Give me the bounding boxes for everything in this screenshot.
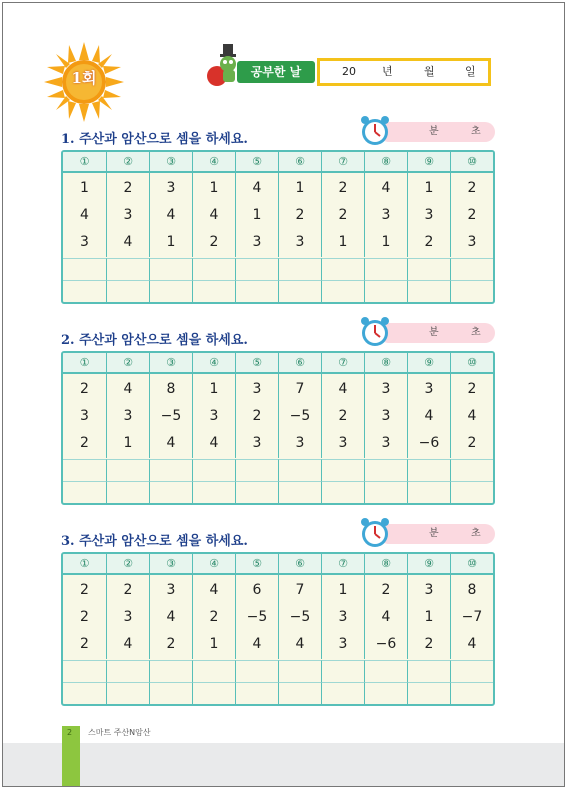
column-header: ⑤ <box>235 353 278 374</box>
answer-cell[interactable] <box>63 459 106 481</box>
answer-cell[interactable] <box>192 660 235 682</box>
answer-cell[interactable] <box>63 660 106 682</box>
number-cell: 4 <box>278 632 321 659</box>
check-cell[interactable] <box>192 682 235 704</box>
column-divider <box>364 173 365 176</box>
answer-cell[interactable] <box>407 660 450 682</box>
answer-cell[interactable] <box>278 459 321 481</box>
section-title: 2. 주산과 암산으로 셈을 하세요. <box>61 333 248 348</box>
column-header: ⑧ <box>364 554 407 575</box>
column-divider <box>450 173 451 176</box>
answer-cell[interactable] <box>321 258 364 280</box>
number-cell: 1 <box>321 578 364 605</box>
number-cell: 1 <box>106 431 149 458</box>
problem-section <box>61 128 495 308</box>
answer-cell[interactable] <box>321 660 364 682</box>
check-cell[interactable] <box>450 280 493 302</box>
number-cell: 1 <box>407 176 450 203</box>
check-cell[interactable] <box>235 682 278 704</box>
problem-section <box>61 329 495 509</box>
check-cell[interactable] <box>149 481 192 503</box>
number-cell: 4 <box>235 632 278 659</box>
answer-cell[interactable] <box>235 459 278 481</box>
number-cell: 4 <box>106 632 149 659</box>
check-cell[interactable] <box>149 682 192 704</box>
timer-seconds-label: 초 <box>471 126 481 137</box>
column-header: ④ <box>192 152 235 173</box>
date-year-unit: 년 <box>382 65 393 78</box>
number-cell: 2 <box>321 203 364 230</box>
answer-cell[interactable] <box>63 258 106 280</box>
number-cell: 6 <box>235 578 278 605</box>
column-header: ③ <box>149 152 192 173</box>
number-cell: 1 <box>149 230 192 257</box>
column-header: ② <box>106 353 149 374</box>
date-year: 20 <box>342 65 356 78</box>
number-cell: 2 <box>80 636 89 652</box>
answer-cell[interactable] <box>364 258 407 280</box>
answer-grid <box>61 150 495 304</box>
column-divider <box>407 173 408 176</box>
number-cell: 4 <box>106 230 149 257</box>
alarm-clock-icon <box>358 315 392 349</box>
answer-cell[interactable] <box>407 258 450 280</box>
number-cell: 1 <box>192 632 235 659</box>
number-cell: 4 <box>450 404 493 431</box>
column-divider <box>192 575 193 578</box>
alarm-clock-icon <box>358 114 392 148</box>
column-divider <box>321 374 322 377</box>
number-cell: 2 <box>407 230 450 257</box>
column-header: ⑧ <box>364 152 407 173</box>
column-divider <box>235 173 236 176</box>
number-cell: 7 <box>278 578 321 605</box>
column-divider <box>278 173 279 176</box>
column-divider <box>149 374 150 377</box>
column-divider <box>407 575 408 578</box>
answer-grid <box>61 351 495 505</box>
column-divider <box>106 173 107 176</box>
number-cell: 3 <box>278 230 321 257</box>
number-cell: 3 <box>235 377 278 404</box>
number-cell: 2 <box>235 404 278 431</box>
answer-cell[interactable] <box>450 258 493 280</box>
timer-seconds-label: 초 <box>471 327 481 338</box>
number-cell: −6 <box>364 632 407 659</box>
column-header: ④ <box>192 554 235 575</box>
check-cell[interactable] <box>407 481 450 503</box>
column-divider <box>364 374 365 377</box>
check-cell[interactable] <box>450 481 493 503</box>
book-title: 스마트 주산N암산 <box>88 728 151 737</box>
number-cell: 3 <box>149 176 192 203</box>
number-cell: 2 <box>450 377 493 404</box>
check-cell[interactable] <box>106 682 149 704</box>
number-cell: 2 <box>80 582 89 598</box>
number-cell: 2 <box>364 578 407 605</box>
number-cell: 1 <box>407 605 450 632</box>
number-cell: 1 <box>192 176 235 203</box>
number-cell: 4 <box>192 578 235 605</box>
number-cell: 3 <box>321 431 364 458</box>
footer-bar <box>62 726 80 786</box>
column-divider <box>321 173 322 176</box>
number-cell: 1 <box>364 230 407 257</box>
column-header: ⑦ <box>321 353 364 374</box>
number-cell: 4 <box>364 605 407 632</box>
check-cell[interactable] <box>149 280 192 302</box>
answer-cell[interactable] <box>278 660 321 682</box>
number-cell: 2 <box>192 230 235 257</box>
number-cell: 4 <box>407 404 450 431</box>
section-title: 3. 주산과 암산으로 셈을 하세요. <box>61 534 248 549</box>
number-cell: 3 <box>80 408 89 424</box>
number-cell: 3 <box>235 230 278 257</box>
column-divider <box>235 575 236 578</box>
number-cell: 4 <box>364 176 407 203</box>
answer-grid <box>61 552 495 706</box>
number-cell: 3 <box>364 404 407 431</box>
answer-cell[interactable] <box>450 660 493 682</box>
check-cell[interactable] <box>63 280 106 302</box>
answer-cell[interactable] <box>106 660 149 682</box>
column-header: ⑨ <box>407 353 450 374</box>
number-cell: 8 <box>450 578 493 605</box>
answer-cell[interactable] <box>149 459 192 481</box>
number-cell: 2 <box>321 404 364 431</box>
check-cell[interactable] <box>106 481 149 503</box>
column-header: ⑥ <box>278 353 321 374</box>
number-cell: 2 <box>80 609 89 625</box>
column-divider <box>149 575 150 578</box>
study-day-label: 공부한 날 <box>237 61 315 83</box>
number-cell: 3 <box>321 605 364 632</box>
column-divider <box>192 374 193 377</box>
number-cell: 3 <box>106 203 149 230</box>
column-divider <box>450 575 451 578</box>
answer-cell[interactable] <box>192 459 235 481</box>
number-cell: 3 <box>80 234 89 250</box>
answer-cell[interactable] <box>235 258 278 280</box>
number-cell: 3 <box>149 578 192 605</box>
number-cell: 2 <box>278 203 321 230</box>
answer-cell[interactable] <box>278 258 321 280</box>
timer-minutes-label: 분 <box>429 327 439 338</box>
check-cell[interactable] <box>450 682 493 704</box>
timer-seconds-label: 초 <box>471 528 481 539</box>
number-cell: 2 <box>80 381 89 397</box>
number-cell: 4 <box>149 431 192 458</box>
number-cell: 4 <box>106 377 149 404</box>
check-cell[interactable] <box>364 280 407 302</box>
number-cell: 4 <box>192 431 235 458</box>
number-cell: 4 <box>149 203 192 230</box>
date-month-unit: 월 <box>424 65 435 78</box>
timer-minutes-label: 분 <box>429 126 439 137</box>
column-divider <box>235 374 236 377</box>
column-divider <box>106 374 107 377</box>
check-cell[interactable] <box>235 481 278 503</box>
answer-cell[interactable] <box>407 459 450 481</box>
number-cell: 4 <box>80 207 89 223</box>
timer-box <box>379 122 495 142</box>
check-cell[interactable] <box>235 280 278 302</box>
column-header: ① <box>63 554 106 575</box>
alarm-clock-icon <box>358 516 392 550</box>
number-cell: 3 <box>407 578 450 605</box>
number-cell: 3 <box>235 431 278 458</box>
number-cell: 2 <box>407 632 450 659</box>
number-cell: 3 <box>450 230 493 257</box>
column-header: ③ <box>149 554 192 575</box>
column-header: ⑧ <box>364 353 407 374</box>
number-cell: 3 <box>364 377 407 404</box>
check-cell[interactable] <box>63 682 106 704</box>
column-header: ⑩ <box>450 152 493 173</box>
answer-cell[interactable] <box>321 459 364 481</box>
number-cell: 2 <box>450 203 493 230</box>
number-cell: 1 <box>192 377 235 404</box>
footer-band <box>3 743 564 786</box>
check-cell[interactable] <box>63 481 106 503</box>
timer-box <box>379 524 495 544</box>
problem-section <box>61 530 495 710</box>
answer-cell[interactable] <box>149 258 192 280</box>
answer-cell[interactable] <box>149 660 192 682</box>
column-divider <box>278 575 279 578</box>
check-cell[interactable] <box>278 481 321 503</box>
column-header: ⑦ <box>321 152 364 173</box>
column-divider <box>364 575 365 578</box>
column-header: ⑨ <box>407 152 450 173</box>
number-cell: 2 <box>149 632 192 659</box>
column-header: ⑦ <box>321 554 364 575</box>
number-cell: −5 <box>235 605 278 632</box>
column-header: ① <box>63 353 106 374</box>
number-cell: 3 <box>364 431 407 458</box>
number-cell: 3 <box>278 431 321 458</box>
date-day-unit: 일 <box>465 65 476 78</box>
number-cell: 2 <box>450 176 493 203</box>
column-header: ③ <box>149 353 192 374</box>
round-label: 1회 <box>71 69 97 87</box>
check-cell[interactable] <box>278 682 321 704</box>
number-cell: 1 <box>321 230 364 257</box>
number-cell: 3 <box>106 404 149 431</box>
number-cell: 4 <box>149 605 192 632</box>
check-cell[interactable] <box>192 481 235 503</box>
number-cell: 4 <box>192 203 235 230</box>
answer-cell[interactable] <box>106 459 149 481</box>
check-cell[interactable] <box>364 481 407 503</box>
check-cell[interactable] <box>364 682 407 704</box>
number-cell: 2 <box>106 176 149 203</box>
number-cell: 2 <box>192 605 235 632</box>
column-header: ⑩ <box>450 353 493 374</box>
check-cell[interactable] <box>407 280 450 302</box>
column-header: ⑥ <box>278 152 321 173</box>
number-cell: −5 <box>149 404 192 431</box>
answer-cell[interactable] <box>364 459 407 481</box>
number-cell: 7 <box>278 377 321 404</box>
number-cell: 3 <box>407 377 450 404</box>
number-cell: 3 <box>407 203 450 230</box>
column-header: ⑤ <box>235 152 278 173</box>
number-cell: 2 <box>106 578 149 605</box>
answer-cell[interactable] <box>192 258 235 280</box>
number-cell: 2 <box>80 435 89 451</box>
answer-cell[interactable] <box>235 660 278 682</box>
number-cell: 4 <box>235 176 278 203</box>
column-divider <box>450 374 451 377</box>
number-cell: −6 <box>407 431 450 458</box>
number-cell: 3 <box>364 203 407 230</box>
check-cell[interactable] <box>407 682 450 704</box>
number-cell: 2 <box>321 176 364 203</box>
section-title: 1. 주산과 암산으로 셈을 하세요. <box>61 132 248 147</box>
answer-cell[interactable] <box>106 258 149 280</box>
number-cell: −5 <box>278 605 321 632</box>
page-number: 2 <box>67 728 73 737</box>
number-cell: 8 <box>149 377 192 404</box>
check-cell[interactable] <box>321 280 364 302</box>
column-header: ⑥ <box>278 554 321 575</box>
number-cell: 2 <box>450 431 493 458</box>
date-box <box>317 58 491 86</box>
column-header: ① <box>63 152 106 173</box>
check-cell[interactable] <box>321 481 364 503</box>
timer-box <box>379 323 495 343</box>
column-header: ④ <box>192 353 235 374</box>
column-header: ② <box>106 554 149 575</box>
check-cell[interactable] <box>321 682 364 704</box>
check-cell[interactable] <box>192 280 235 302</box>
number-cell: 4 <box>450 632 493 659</box>
column-header: ⑤ <box>235 554 278 575</box>
column-header: ⑩ <box>450 554 493 575</box>
column-divider <box>106 575 107 578</box>
timer-minutes-label: 분 <box>429 528 439 539</box>
check-cell[interactable] <box>106 280 149 302</box>
number-cell: 1 <box>278 176 321 203</box>
number-cell: 3 <box>321 632 364 659</box>
number-cell: 1 <box>80 180 89 196</box>
number-cell: 3 <box>192 404 235 431</box>
column-divider <box>321 575 322 578</box>
answer-cell[interactable] <box>364 660 407 682</box>
number-cell: 3 <box>106 605 149 632</box>
column-divider <box>278 374 279 377</box>
column-header: ② <box>106 152 149 173</box>
column-divider <box>149 173 150 176</box>
answer-cell[interactable] <box>450 459 493 481</box>
number-cell: −5 <box>278 404 321 431</box>
number-cell: 4 <box>321 377 364 404</box>
number-cell: −7 <box>450 605 493 632</box>
column-header: ⑨ <box>407 554 450 575</box>
number-cell: 1 <box>235 203 278 230</box>
column-divider <box>407 374 408 377</box>
column-divider <box>192 173 193 176</box>
check-cell[interactable] <box>278 280 321 302</box>
